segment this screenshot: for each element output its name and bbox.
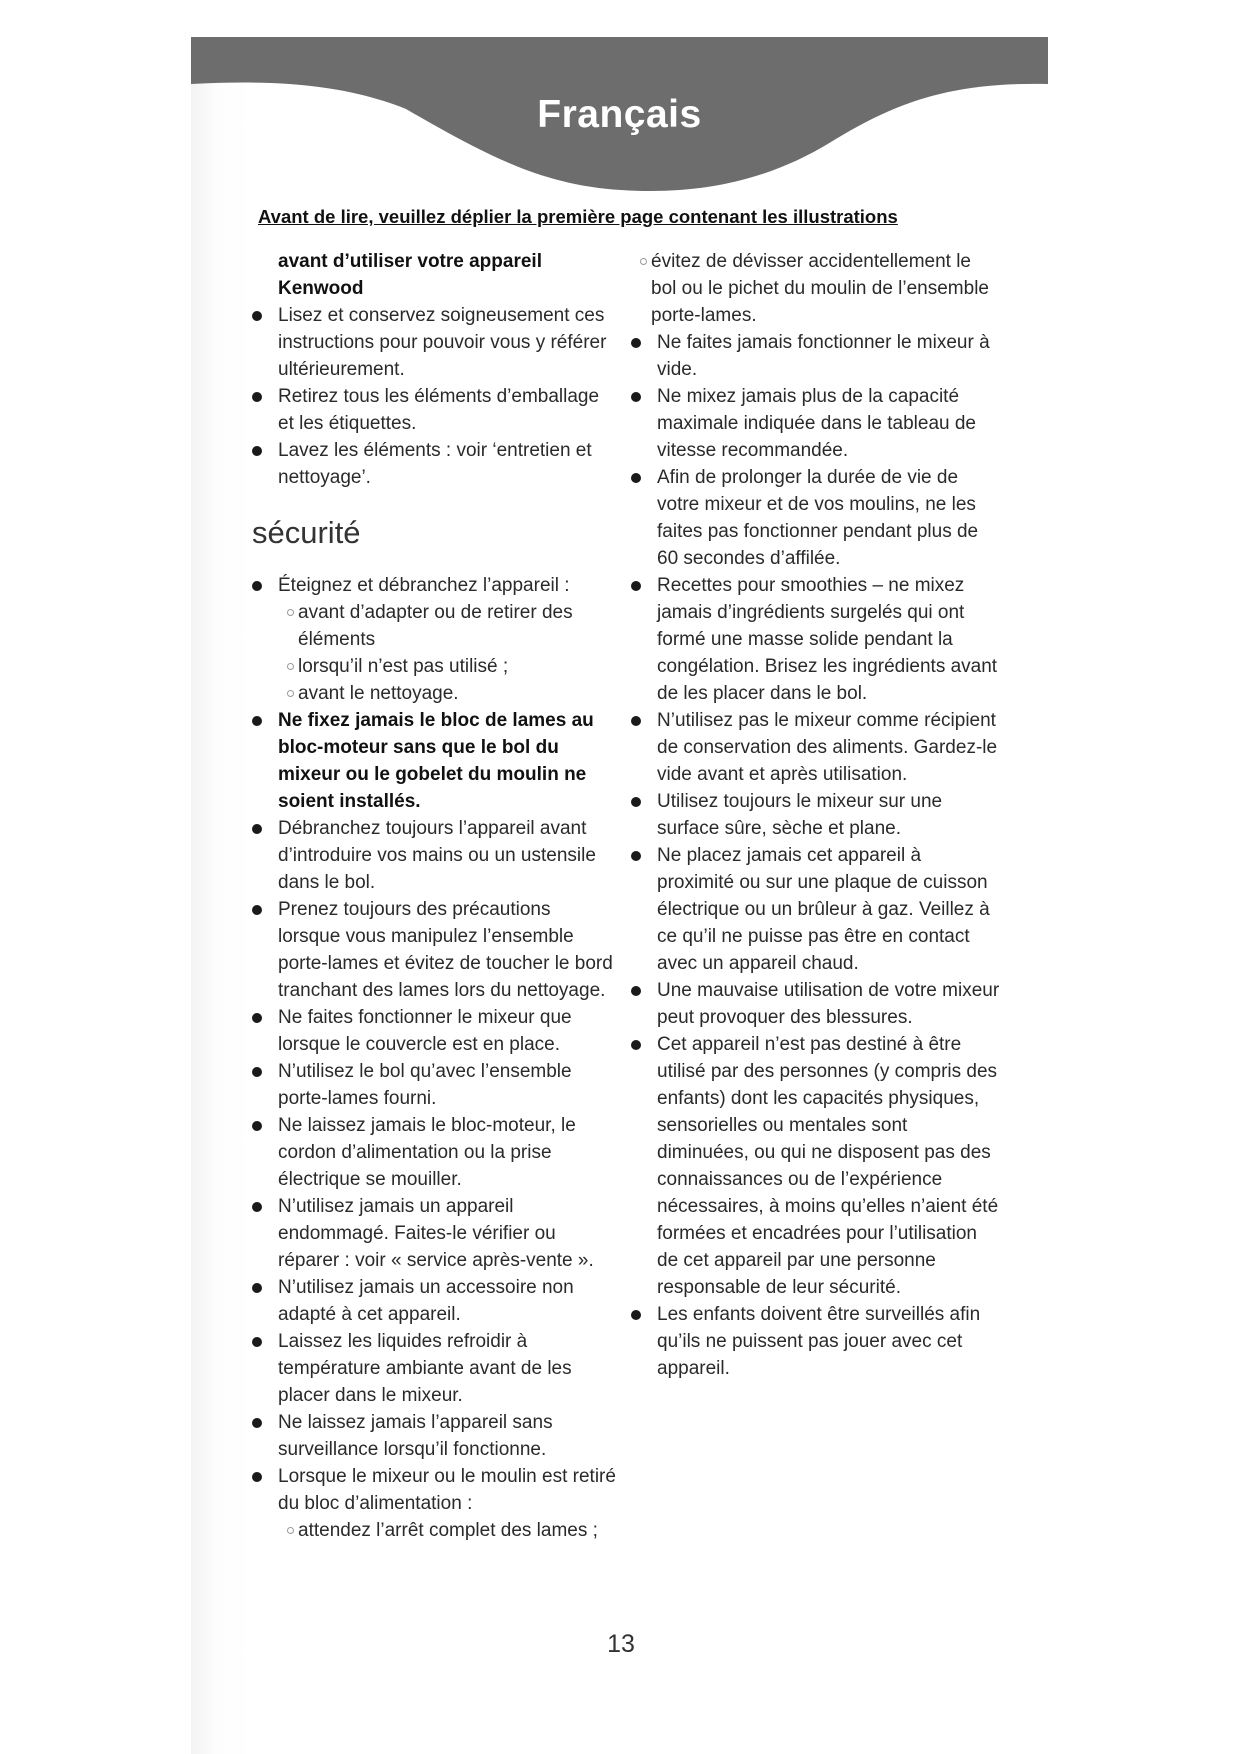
bullet-icon (252, 1283, 262, 1293)
list-item: Lisez et conservez soigneusement ces instructions pour pouvoir vous y référer ultérieurement. (252, 302, 617, 383)
circle-bullet-icon (640, 258, 647, 265)
sub-item: avant le nettoyage. (252, 680, 617, 707)
sub-item: lorsqu’il n’est pas utilisé ; (252, 653, 617, 680)
list-item: Ne placez jamais cet appareil à proximité ou sur une plaque de cuisson électrique ou un brûleur à gaz. Veillez à ce qu’il ne puisse pas être en contact avec un appareil chaud. (631, 842, 1001, 977)
circle-bullet-icon (287, 1527, 294, 1534)
circle-bullet-icon (287, 690, 294, 697)
circle-bullet-icon (287, 663, 294, 670)
list-item-warning: Ne fixez jamais le bloc de lames au bloc-moteur sans que le bol du mixeur ou le gobelet du moulin ne soient installés. (252, 707, 617, 815)
bullet-icon (631, 1040, 641, 1050)
bullet-icon (631, 473, 641, 483)
bullet-icon (631, 797, 641, 807)
sub-item: avant d’adapter ou de retirer des éléments (252, 599, 617, 653)
bullet-icon (252, 446, 262, 456)
list-item: N’utilisez jamais un accessoire non adapté à cet appareil. (252, 1274, 617, 1328)
bullet-icon (252, 1202, 262, 1212)
sub-item-continued: évitez de dévisser accidentellement le bol ou le pichet du moulin de l’ensemble porte-lames. (631, 248, 1001, 329)
list-item: Éteignez et débranchez l’appareil : (252, 572, 617, 599)
list-item: Recettes pour smoothies – ne mixez jamais d’ingrédients surgelés qui ont formé une masse solide pendant la congélation. Brisez les ingrédients avant de les placer dans le bol. (631, 572, 1001, 707)
sub-item: attendez l’arrêt complet des lames ; (252, 1517, 617, 1544)
list-item: N’utilisez pas le mixeur comme récipient de conservation des aliments. Gardez-le vide avant et après utilisation. (631, 707, 1001, 788)
right-column (631, 248, 1001, 1382)
page-title: Français (537, 93, 702, 136)
bullet-icon (631, 581, 641, 591)
list-item: N’utilisez le bol qu’avec l’ensemble porte-lames fourni. (252, 1058, 617, 1112)
bullet-icon (252, 1472, 262, 1482)
list-item: Les enfants doivent être surveillés afin qu’ils ne puissent pas jouer avec cet appareil. (631, 1301, 1001, 1382)
left-column (252, 248, 617, 1544)
list-item: Ne faites fonctionner le mixeur que lorsque le couvercle est en place. (252, 1004, 617, 1058)
list-item: Lorsque le mixeur ou le moulin est retiré du bloc d’alimentation : (252, 1463, 617, 1517)
bullet-icon (252, 392, 262, 402)
list-item: Lavez les éléments : voir ‘entretien et nettoyage’. (252, 437, 617, 491)
bullet-icon (252, 1418, 262, 1428)
bullet-icon (252, 1337, 262, 1347)
circle-bullet-icon (287, 609, 294, 616)
list-item: Cet appareil n’est pas destiné à être utilisé par des personnes (y compris des enfants) dont les capacités physiques, sensorielles ou mentales sont diminuées, ou qui ne disposent pas des connaissances ou de l’expérience nécessaires, à moins qu’elles n’aient été formées et encadrées pour l’utilisation de cet appareil par une personne responsable de leur sécurité. (631, 1031, 1001, 1301)
bullet-icon (252, 311, 262, 321)
bullet-icon (631, 338, 641, 348)
list-item: Prenez toujours des précautions lorsque vous manipulez l’ensemble porte-lames et évitez de toucher le bord tranchant des lames lors du nettoyage. (252, 896, 617, 1004)
bullet-icon (631, 716, 641, 726)
bullet-icon (252, 716, 262, 726)
bullet-icon (252, 905, 262, 915)
list-item: Ne faites jamais fonctionner le mixeur à vide. (631, 329, 1001, 383)
intro-note: Avant de lire, veuillez déplier la première page contenant les illustrations (258, 206, 898, 227)
list-item: Afin de prolonger la durée de vie de votre mixeur et de vos moulins, ne les faites pas fonctionner pendant plus de 60 secondes d’affilée. (631, 464, 1001, 572)
before-use-heading: avant d’utiliser votre appareil Kenwood (278, 251, 542, 299)
list-item: Débranchez toujours l’appareil avant d’introduire vos mains ou un ustensile dans le bol. (252, 815, 617, 896)
section-title-safety: sécurité (252, 515, 361, 550)
bullet-icon (631, 1310, 641, 1320)
bullet-icon (631, 392, 641, 402)
bullet-icon (252, 1013, 262, 1023)
list-item: Ne laissez jamais l’appareil sans surveillance lorsqu’il fonctionne. (252, 1409, 617, 1463)
bullet-icon (252, 824, 262, 834)
bullet-icon (631, 986, 641, 996)
bullet-icon (631, 851, 641, 861)
bullet-icon (252, 581, 262, 591)
bullet-icon (252, 1067, 262, 1077)
list-item: Ne laissez jamais le bloc-moteur, le cordon d’alimentation ou la prise électrique se mouiller. (252, 1112, 617, 1193)
list-item: Retirez tous les éléments d’emballage et les étiquettes. (252, 383, 617, 437)
list-item: Utilisez toujours le mixeur sur une surface sûre, sèche et plane. (631, 788, 1001, 842)
list-item: Laissez les liquides refroidir à température ambiante avant de les placer dans le mixeur. (252, 1328, 617, 1409)
list-item: Ne mixez jamais plus de la capacité maximale indiquée dans le tableau de vitesse recommandée. (631, 383, 1001, 464)
bullet-icon (252, 1121, 262, 1131)
page-number: 13 (607, 1630, 635, 1658)
list-item: N’utilisez jamais un appareil endommagé. Faites-le vérifier ou réparer : voir « service après-vente ». (252, 1193, 617, 1274)
list-item: Une mauvaise utilisation de votre mixeur peut provoquer des blessures. (631, 977, 1001, 1031)
